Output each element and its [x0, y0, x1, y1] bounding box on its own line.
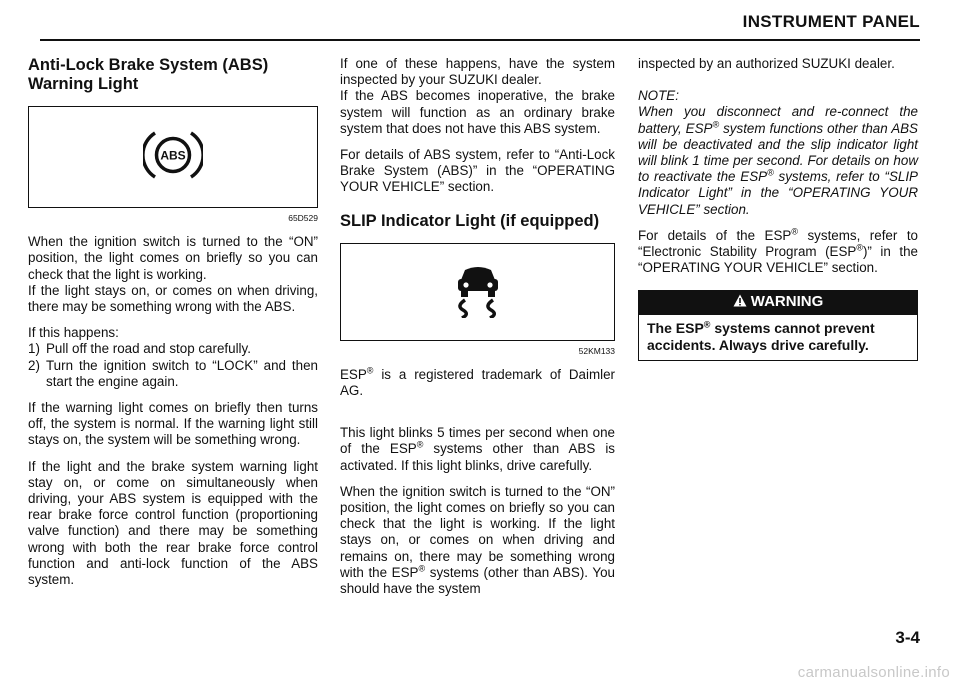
abs-dealer-paragraph: If one of these happens, have the system inspected by your SUZUKI dealer. — [340, 56, 615, 88]
slip-figure — [340, 243, 615, 341]
page-header-title: INSTRUMENT PANEL — [742, 12, 920, 31]
list-item: 2) Turn the ignition switch to “LOCK” and then start the engine again. — [28, 357, 318, 389]
abs-inoperative-paragraph: If the ABS becomes inoperative, the brake system will function as an ordinary brake system that does not have this ABS system. — [340, 88, 615, 136]
esp-trademark-paragraph: ESP® is a registered trademark of Daimler AG. — [340, 365, 615, 399]
column-3 — [638, 56, 918, 361]
abs-paragraph-1: When the ignition switch is turned to the “ON” position, the light comes on briefly so you can check that the light is working. — [28, 234, 318, 282]
abs-paragraph-3: If this happens: — [28, 325, 119, 341]
abs-figure — [28, 106, 318, 208]
esp-details-paragraph: For details of the ESP® systems, refer to “Electronic Stability Program (ESP®)” in the “OPERATING YOUR VEHICLE” section. — [638, 226, 918, 276]
abs-warning-icon — [143, 127, 203, 183]
abs-section-title: Anti-Lock Brake System (ABS) Warning Light — [28, 56, 269, 93]
abs-figure-code: 65D529 — [288, 213, 318, 223]
warning-title: WARNING — [750, 293, 824, 311]
column-2 — [340, 56, 615, 607]
abs-steps-list — [28, 341, 318, 390]
abs-paragraph-5: If the light and the brake system warning light stay on, or come on simultaneously when driving, your ABS system is equipped with the rear brake force control function (proportioning valve function) and there may be something wrong with both the rear brake force control function and anti-lock function of the ABS system. — [28, 458, 318, 588]
watermark: carmanualsonline.info — [797, 664, 950, 681]
inspect-dealer-paragraph: inspected by an authorized SUZUKI dealer. — [638, 56, 895, 71]
abs-details-paragraph: For details of ABS system, refer to “Anti-Lock Brake System (ABS)” in the “OPERATING YOUR VEHICLE” section. — [340, 147, 615, 195]
note-label: NOTE: — [638, 88, 679, 104]
column-1 — [28, 56, 318, 598]
slip-figure-code: 52KM133 — [578, 345, 615, 356]
page-number: 3-4 — [895, 628, 920, 647]
abs-paragraph-2: If the light stays on, or comes on when driving, there may be something wrong with the ABS. — [28, 282, 318, 315]
warning-box — [638, 290, 918, 360]
slip-ignition-paragraph: When the ignition switch is turned to the “ON” position, the light comes on briefly so you can check that the light is working. If the light stays on, or comes on when driving and remains on, there may be something wrong with the ESP® systems (other than ABS). You should have the system — [340, 483, 615, 597]
warning-header — [639, 291, 917, 314]
note-text: When you disconnect and re-connect the battery, ESP® system functions other than ABS will be deactivated and the slip indicator light will blink 1 time per second. For details on how to reactivate the ESP® systems, refer to “SLIP Indicator Light” in the “OPERATING YOUR VEHICLE” section. — [638, 104, 918, 217]
abs-icon-label: ABS — [160, 148, 186, 163]
warning-text: The ESP® systems cannot prevent accidents. Always drive carefully. — [647, 318, 875, 353]
warning-triangle-icon — [733, 294, 747, 307]
list-item: 1) Pull off the road and stop carefully. — [28, 341, 251, 357]
slip-indicator-icon — [453, 262, 503, 318]
abs-paragraph-4: If the warning light comes on briefly then turns off, the system is normal. If the warning light still stays on, the system will be something wrong. — [28, 400, 318, 448]
header-rule — [40, 39, 920, 41]
slip-section-title: SLIP Indicator Light (if equipped) — [340, 211, 600, 230]
slip-blink-paragraph: This light blinks 5 times per second when one of the ESP® systems other than ABS is activated. If this light blinks, drive carefully. — [340, 425, 615, 473]
